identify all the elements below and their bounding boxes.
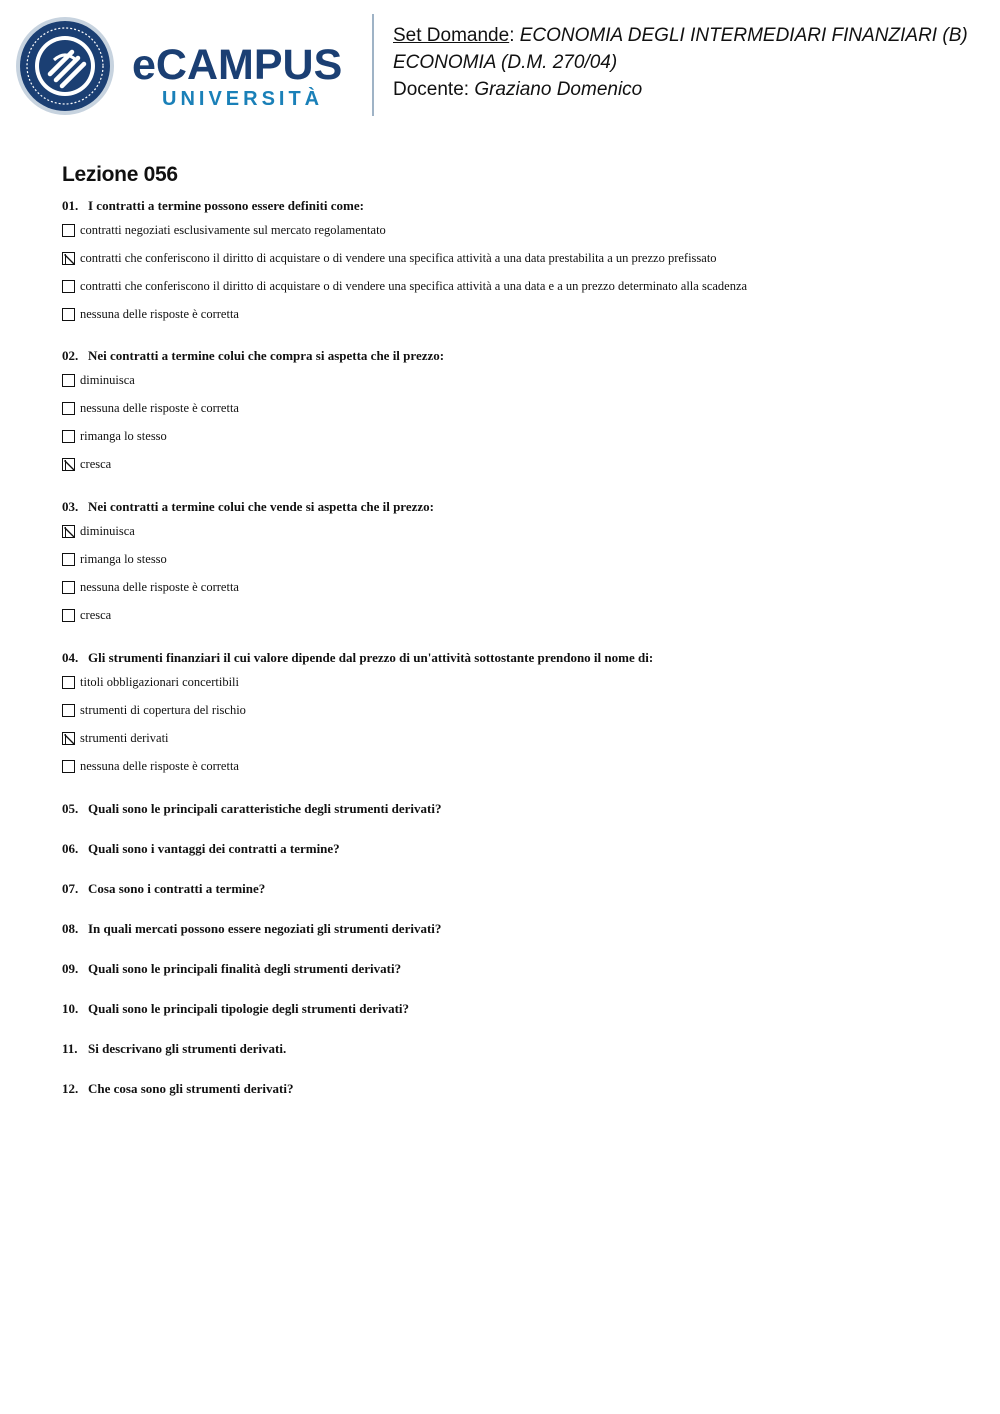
- ecampus-wordmark-logo: [132, 40, 358, 114]
- question-4: [62, 650, 653, 666]
- question-text: Quali sono le principali finalità degli strumenti derivati?: [88, 961, 402, 976]
- course-line-2: [393, 49, 993, 76]
- question-number: 10.: [62, 1001, 79, 1016]
- question-number: 07.: [62, 881, 79, 896]
- brand-subtitle: UNIVERSITÀ: [162, 88, 324, 110]
- question-number: 01.: [62, 198, 79, 213]
- question-text: Quali sono le principali tipologie degli strumenti derivati?: [88, 1001, 410, 1016]
- empty-checkbox[interactable]: [62, 760, 75, 773]
- brand-name: eCAMPUS: [132, 41, 343, 89]
- answer-option-text: strumenti di copertura del rischio: [80, 703, 246, 717]
- answer-option-text: nessuna delle risposte è corretta: [80, 401, 239, 415]
- answer-option-text: contratti che conferiscono il diritto di acquistare o di vendere una specifica attività a una data prestabilita a un prezzo prefissato: [80, 251, 717, 265]
- teacher-name: Graziano Domenico: [474, 79, 643, 100]
- empty-checkbox[interactable]: [62, 402, 75, 415]
- answer-option-text: nessuna delle risposte è corretta: [80, 759, 239, 773]
- empty-checkbox[interactable]: [62, 704, 75, 717]
- answer-option-text: nessuna delle risposte è corretta: [80, 580, 239, 594]
- question-text: Nei contratti a termine colui che vende si aspetta che il prezzo:: [88, 499, 434, 514]
- checked-checkbox[interactable]: [62, 458, 75, 471]
- ecampus-seal-logo: [14, 16, 116, 116]
- empty-checkbox[interactable]: [62, 676, 75, 689]
- question-number: 09.: [62, 961, 79, 976]
- lesson-title: Lezione 056: [62, 163, 178, 186]
- document-header: [0, 0, 1000, 130]
- question-text: Nei contratti a termine colui che compra si aspetta che il prezzo:: [88, 348, 445, 363]
- teacher-line: [393, 76, 993, 103]
- question-number: 05.: [62, 801, 79, 816]
- question-number: 12.: [62, 1081, 79, 1096]
- question-text: Che cosa sono gli strumenti derivati?: [88, 1081, 294, 1096]
- question-1: [62, 198, 364, 214]
- empty-checkbox[interactable]: [62, 430, 75, 443]
- answer-option-text: rimanga lo stesso: [80, 552, 167, 566]
- teacher-label: Docente:: [393, 79, 475, 100]
- answer-option-text: diminuisca: [80, 524, 135, 538]
- set-label: Set Domande: [393, 25, 510, 46]
- question-text: Si descrivano gli strumenti derivati.: [88, 1041, 287, 1056]
- question-7: [62, 881, 265, 897]
- question-8: [62, 921, 441, 937]
- question-number: 04.: [62, 650, 79, 665]
- question-5: [62, 801, 442, 817]
- answer-option-text: titoli obbligazionari concertibili: [80, 675, 239, 689]
- answer-option-text: cresca: [80, 608, 112, 622]
- checked-checkbox[interactable]: [62, 732, 75, 745]
- course-line-1: [393, 22, 993, 49]
- course-info: [393, 22, 993, 103]
- empty-checkbox[interactable]: [62, 374, 75, 387]
- set-separator: :: [509, 25, 520, 46]
- question-text: Quali sono i vantaggi dei contratti a termine?: [88, 841, 340, 856]
- question-number: 08.: [62, 921, 79, 936]
- empty-checkbox[interactable]: [62, 581, 75, 594]
- question-text: Quali sono le principali caratteristiche degli strumenti derivati?: [88, 801, 442, 816]
- answer-option-text: contratti che conferiscono il diritto di acquistare o di vendere una specifica attività a una data e a un prezzo determinato alla scadenza: [80, 279, 748, 293]
- answer-option-text: diminuisca: [80, 373, 135, 387]
- answer-option-text: nessuna delle risposte è corretta: [80, 307, 239, 321]
- question-6: [62, 841, 340, 857]
- question-12: [62, 1081, 293, 1097]
- empty-checkbox[interactable]: [62, 308, 75, 321]
- question-3: [62, 499, 434, 515]
- empty-checkbox[interactable]: [62, 224, 75, 237]
- question-text: Gli strumenti finanziari il cui valore dipende dal prezzo di un'attività sottostante prendono il nome di:: [88, 650, 654, 665]
- checked-checkbox[interactable]: [62, 252, 75, 265]
- answer-option-text: strumenti derivati: [80, 731, 169, 745]
- question-number: 02.: [62, 348, 79, 363]
- question-2: [62, 348, 444, 364]
- empty-checkbox[interactable]: [62, 553, 75, 566]
- question-text: I contratti a termine possono essere definiti come:: [88, 198, 364, 213]
- question-10: [62, 1001, 409, 1017]
- question-text: In quali mercati possono essere negoziati gli strumenti derivati?: [88, 921, 442, 936]
- answer-option-text: cresca: [80, 457, 112, 471]
- question-11: [62, 1041, 286, 1057]
- empty-checkbox[interactable]: [62, 609, 75, 622]
- question-number: 06.: [62, 841, 79, 856]
- question-number: 03.: [62, 499, 79, 514]
- answer-option-text: rimanga lo stesso: [80, 429, 167, 443]
- course-degree: ECONOMIA (D.M. 270/04): [393, 52, 618, 73]
- course-name: ECONOMIA DEGLI INTERMEDIARI FINANZIARI (B): [519, 25, 968, 46]
- question-text: Cosa sono i contratti a termine?: [88, 881, 266, 896]
- question-number: 11.: [62, 1041, 78, 1056]
- answer-option-text: contratti negoziati esclusivamente sul mercato regolamentato: [80, 223, 386, 237]
- checked-checkbox[interactable]: [62, 525, 75, 538]
- question-9: [62, 961, 401, 977]
- empty-checkbox[interactable]: [62, 280, 75, 293]
- header-divider: [372, 14, 374, 116]
